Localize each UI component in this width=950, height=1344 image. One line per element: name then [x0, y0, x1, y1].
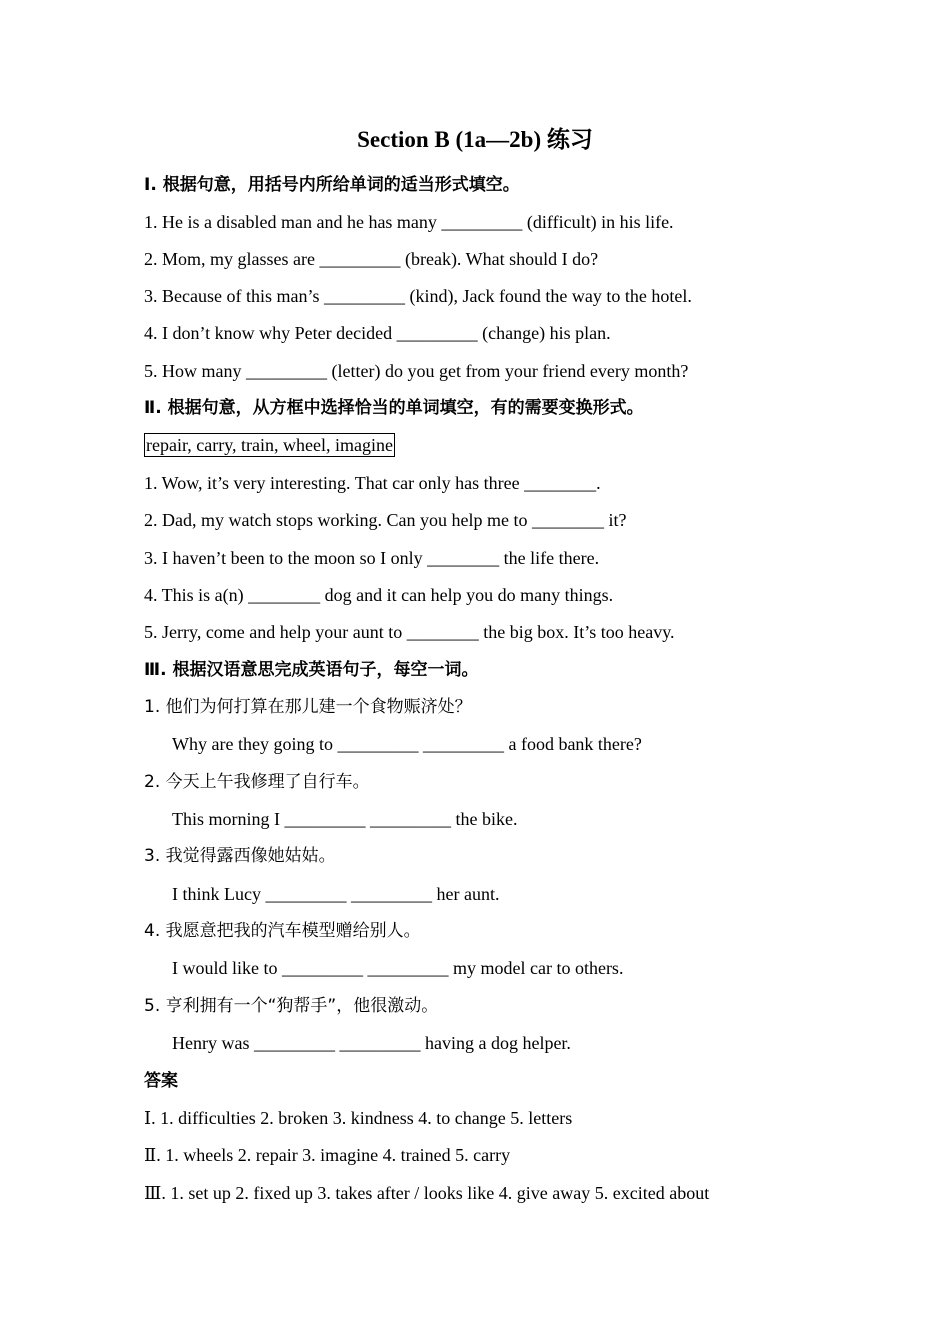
part3-item-2-chinese: 2. 今天上午我修理了自行车。: [144, 772, 370, 792]
answers-part2: Ⅱ. 1. wheels 2. repair 3. imagine 4. trained 5. carry: [144, 1145, 511, 1165]
part1-heading: Ⅰ. 根据句意，用括号内所给单词的适当形式填空。: [144, 175, 520, 195]
part2-heading: Ⅱ. 根据句意，从方框中选择恰当的单词填空，有的需要变换形式。: [144, 398, 644, 418]
answers-part3: Ⅲ. 1. set up 2. fixed up 3. takes after / looks like 4. give away 5. excited about: [144, 1183, 710, 1203]
part3-item-1-english: Why are they going to _________ _________ a food bank there?: [172, 734, 642, 754]
part3-item-3-english: I think Lucy _________ _________ her aunt.: [172, 884, 500, 904]
part3-item-4-english: I would like to _________ _________ my model car to others.: [172, 958, 624, 978]
word-box: repair, carry, train, wheel, imagine: [146, 435, 393, 455]
part2-item-1: 1. Wow, it’s very interesting. That car only has three ________.: [144, 473, 601, 493]
part1-item-5: 5. How many _________ (letter) do you get from your friend every month?: [144, 361, 689, 381]
page-title: Section B (1a—2b) 练习: [357, 127, 593, 152]
answers-heading: 答案: [144, 1071, 178, 1091]
part1-item-3: 3. Because of this man’s _________ (kind), Jack found the way to the hotel.: [144, 286, 692, 306]
part1-item-2: 2. Mom, my glasses are _________ (break). What should I do?: [144, 249, 599, 269]
part1-item-1: 1. He is a disabled man and he has many _________ (difficult) in his life.: [144, 212, 674, 232]
part3-item-3-chinese: 3. 我觉得露西像她姑姑。: [144, 846, 336, 866]
part2-item-5: 5. Jerry, come and help your aunt to ________ the big box. It’s too heavy.: [144, 622, 675, 642]
part3-item-5-chinese: 5. 亨利拥有一个“狗帮手”，他很激动。: [144, 996, 439, 1016]
part3-item-1-chinese: 1. 他们为何打算在那儿建一个食物赈济处？: [144, 697, 472, 717]
part2-item-4: 4. This is a(n) ________ dog and it can help you do many things.: [144, 585, 614, 605]
answers-part1: Ⅰ. 1. difficulties 2. broken 3. kindness 4. to change 5. letters: [144, 1108, 573, 1128]
part2-item-2: 2. Dad, my watch stops working. Can you help me to ________ it?: [144, 510, 627, 530]
part2-item-3: 3. I haven’t been to the moon so I only ________ the life there.: [144, 548, 600, 568]
part1-item-4: 4. I don’t know why Peter decided _________ (change) his plan.: [144, 323, 611, 343]
part3-item-5-english: Henry was _________ _________ having a dog helper.: [172, 1033, 571, 1053]
part3-item-4-chinese: 4. 我愿意把我的汽车模型赠给别人。: [144, 921, 421, 941]
part3-heading: Ⅲ. 根据汉语意思完成英语句子，每空一词。: [144, 660, 479, 680]
part3-item-2-english: This morning I _________ _________ the bike.: [172, 809, 518, 829]
